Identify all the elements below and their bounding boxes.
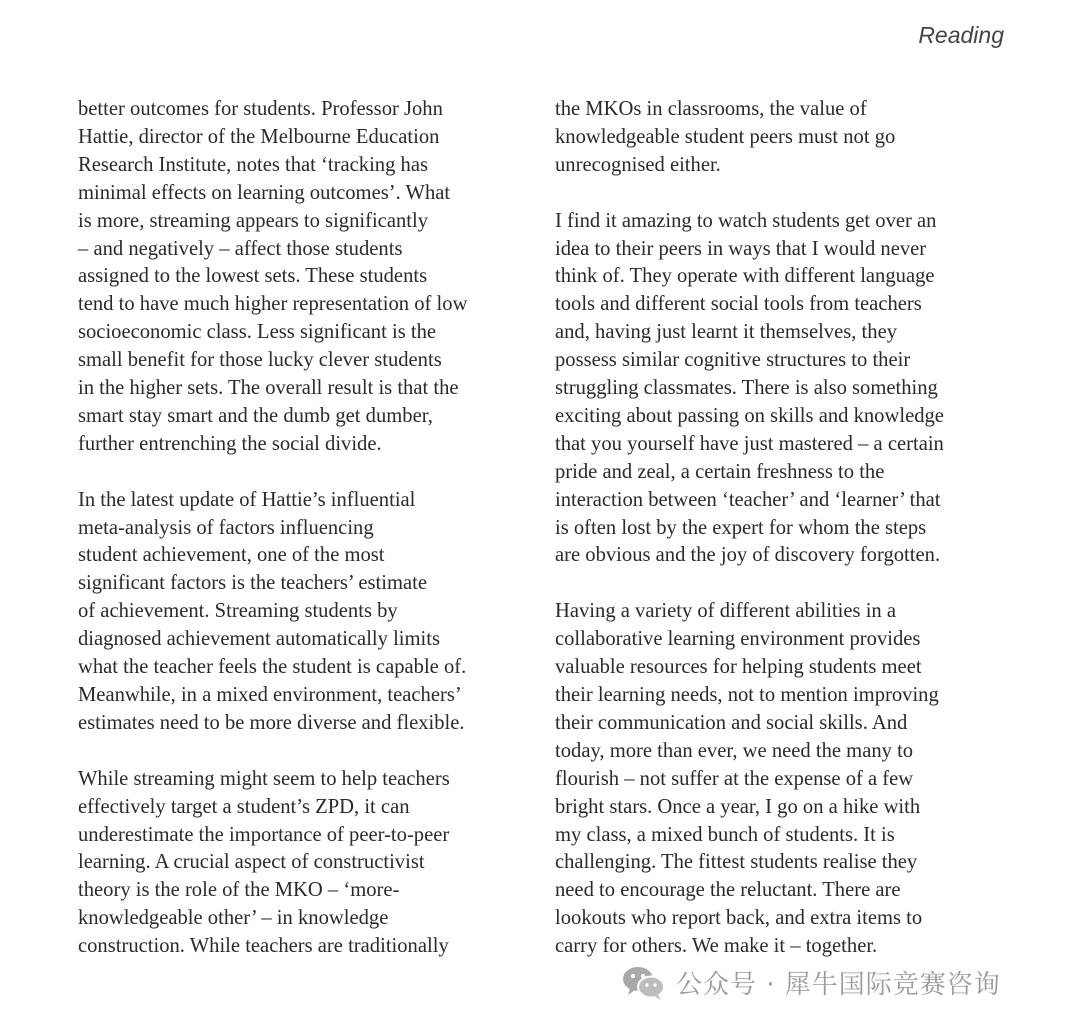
text-line: student achievement, one of the most [78,544,385,567]
text-line: meta-analysis of factors influencing [78,516,374,539]
text-line: Research Institute, notes that ‘tracking has [78,153,428,176]
text-line: collaborative learning environment provides [555,628,921,651]
text-line: is more, streaming appears to significantly [78,209,429,232]
paragraph [78,96,548,459]
text-line: that you yourself have just mastered – a certain [555,432,944,455]
text-line: struggling classmates. There is also something [555,377,938,400]
text-line: further entrenching the social divide. [78,432,382,455]
section-header: Reading [918,22,1004,48]
text-line: are obvious and the joy of discovery forgotten. [555,544,941,567]
text-line: – and negatively – affect those students [78,237,403,260]
text-line: their learning needs, not to mention improving [555,684,939,706]
text-line: of achievement. Streaming students by [78,600,398,623]
watermark-text: 公众号 · 犀牛国际竞赛咨询 [676,970,1001,1000]
text-line: my class, a mixed bunch of students. It is [555,823,895,846]
text-line: bright stars. Once a year, I go on a hike with [555,795,921,818]
text-line: pride and zeal, a certain freshness to the [555,460,885,483]
text-line: minimal effects on learning outcomes’. What [78,181,451,204]
text-line: flourish – not suffer at the expense of a few [555,767,914,790]
text-line: today, more than ever, we need the many to [555,739,914,762]
left-column [78,96,548,989]
right-column [555,96,1025,989]
text-line: Meanwhile, in a mixed environment, teachers’ [78,684,462,707]
text-line: challenging. The fittest students realise they [555,851,918,874]
paragraph [78,766,548,961]
paragraph [555,96,1025,180]
text-line: and, having just learnt it themselves, they [555,321,898,344]
text-line: underestimate the importance of peer-to-peer [78,823,450,846]
wechat-icon [622,965,666,1001]
text-line: their communication and social skills. And [555,711,908,734]
text-line: better outcomes for students. Professor John [78,98,443,120]
text-line: lookouts who report back, and extra items to [555,907,923,930]
text-line: effectively target a student’s ZPD, it can [78,795,410,818]
text-line: need to encourage the reluctant. There are [555,879,901,902]
text-line: assigned to the lowest sets. These students [78,265,428,288]
text-line: interaction between ‘teacher’ and ‘learner’ that [555,488,941,511]
paragraph [555,208,1025,571]
text-line: the MKOs in classrooms, the value of [555,98,867,120]
text-line: theory is the role of the MKO – ‘more- [78,879,400,902]
text-line: significant factors is the teachers’ estimate [78,572,427,595]
text-line: knowledgeable student peers must not go [555,125,896,148]
text-line: socioeconomic class. Less significant is the [78,321,437,344]
text-line: I find it amazing to watch students get over an [555,209,937,232]
text-line: what the teacher feels the student is capable of. [78,656,467,679]
text-line: construction. While teachers are traditionally [78,935,449,958]
text-line: tools and different social tools from teachers [555,293,922,316]
text-line: diagnosed achievement automatically limits [78,628,440,651]
text-line: learning. A crucial aspect of constructivist [78,851,425,874]
text-line: estimates need to be more diverse and flexible. [78,711,465,734]
text-line: think of. They operate with different language [555,265,935,288]
text-line: While streaming might seem to help teachers [78,767,450,790]
text-line: smart stay smart and the dumb get dumber, [78,404,433,427]
text-line: small benefit for those lucky clever students [78,349,442,372]
text-line: unrecognised either. [555,153,721,176]
text-line: is often lost by the expert for whom the steps [555,516,927,539]
text-line: possess similar cognitive structures to their [555,349,911,372]
watermark [622,964,1001,1001]
text-line: in the higher sets. The overall result is that the [78,377,459,400]
paragraph [78,487,548,738]
text-line: Having a variety of different abilities in a [555,600,897,623]
text-line: exciting about passing on skills and knowledge [555,404,944,427]
text-line: idea to their peers in ways that I would never [555,237,927,260]
text-line: carry for others. We make it – together. [555,935,878,958]
paragraph [555,598,1025,961]
text-line: In the latest update of Hattie’s influential [78,488,416,511]
text-line: Hattie, director of the Melbourne Education [78,125,440,148]
text-line: valuable resources for helping students meet [555,656,922,679]
text-line: tend to have much higher representation of low [78,293,468,316]
text-line: knowledgeable other’ – in knowledge [78,907,389,930]
